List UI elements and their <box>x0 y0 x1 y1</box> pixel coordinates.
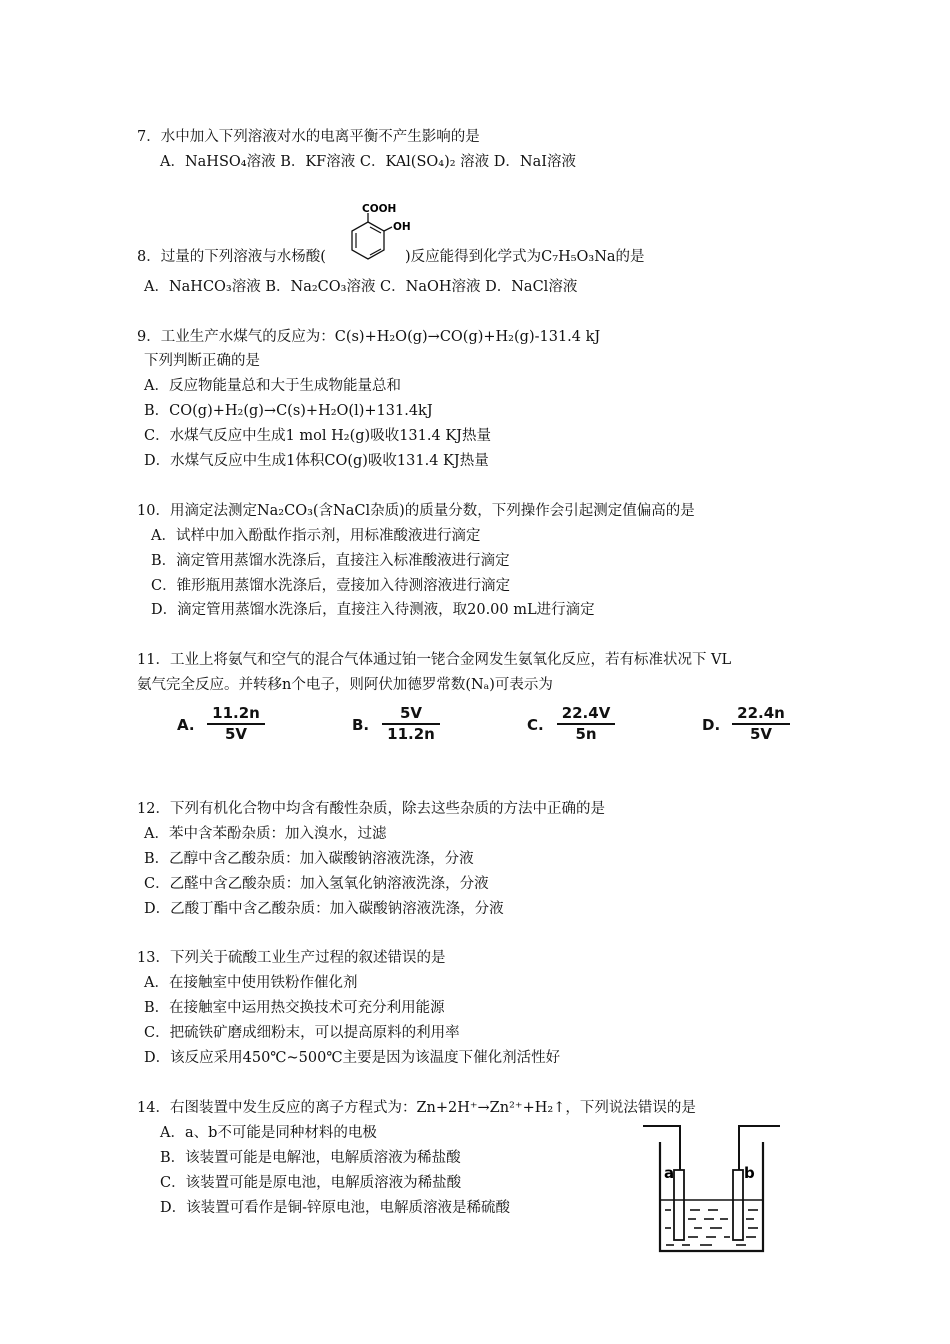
q11-option-c-denominator: 5n <box>575 725 597 743</box>
q9-stem: 9．工业生产水煤气的反应为：C(s)+H₂O(g)→CO(g)+H₂(g)-131.4 kJ <box>137 329 601 345</box>
q11-option-b-numerator: 5V <box>399 704 423 722</box>
q9-sub: 下列判断正确的是 <box>144 353 260 369</box>
q13-option-b: B．在接触室中运用热交换技术可充分利用能源 <box>144 1000 445 1016</box>
q11-option-b-denominator: 11.2n <box>387 725 435 743</box>
q14-option-c: C．该装置可能是原电池，电解质溶液为稀盐酸 <box>160 1175 462 1191</box>
q7-stem: 7．水中加入下列溶液对水的电离平衡不产生影响的是 <box>137 129 480 145</box>
q11-option-d-numerator: 22.4n <box>737 704 785 722</box>
q10-option-c: C．锥形瓶用蒸馏水洗涤后，壹接加入待测溶液进行滴定 <box>151 578 511 594</box>
q13-option-d: D．该反应采用450℃~500℃主要是因为该温度下催化剂活性好 <box>144 1050 561 1066</box>
q11-option-c-label: C. <box>527 716 544 734</box>
q8-stem-b: )反应能得到化学式为C₇H₅O₃Na的是 <box>405 249 645 265</box>
q13-option-c: C．把硫铁矿磨成细粉末，可以提高原料的利用率 <box>144 1025 460 1041</box>
q11-option-d-label: D. <box>702 716 721 734</box>
q12-option-b: B．乙醇中含乙酸杂质：加入碳酸钠溶液洗涤，分液 <box>144 851 474 867</box>
q12-stem: 12．下列有机化合物中均含有酸性杂质，除去这些杂质的方法中正确的是 <box>137 801 605 817</box>
q13-stem: 13．下列关于硫酸工业生产过程的叙述错误的是 <box>137 950 446 966</box>
q12-option-a: A．苯中含苯酚杂质：加入溴水，过滤 <box>144 826 387 842</box>
q13-option-a: A．在接触室中使用铁粉作催化剂 <box>144 975 358 991</box>
q11-stem-2: 氨气完全反应。并转移n个电子，则阿伏加德罗常数(Nₐ)可表示为 <box>137 677 553 693</box>
electrode-apparatus-diagram <box>640 1118 785 1258</box>
q10-option-b: B．滴定管用蒸馏水洗涤后，直接注入标准酸液进行滴定 <box>151 553 510 569</box>
q10-stem: 10．用滴定法测定Na₂CO₃(含NaCl杂质)的质量分数，下列操作会引起测定值偏高的是 <box>137 503 695 519</box>
q11-stem-1: 11．工业上将氨气和空气的混合气体通过铂一铑合金网发生氨氧化反应，若有标准状况下 VL <box>137 652 732 668</box>
q8-stem-a: 8．过量的下列溶液与水杨酸( <box>137 249 326 265</box>
q11-option-c-numerator: 22.4V <box>561 704 611 722</box>
electrode-a-label: a <box>664 1164 675 1182</box>
q9-option-a: A．反应物能量总和大于生成物能量总和 <box>144 378 401 394</box>
q9-option-d: D．水煤气反应中生成1体积CO(g)吸收131.4 KJ热量 <box>144 453 489 469</box>
q11-option-d-denominator: 5V <box>749 725 773 743</box>
q11-option-a-label: A. <box>177 716 195 734</box>
q9-option-b: B．CO(g)+H₂(g)→C(s)+H₂O(l)+131.4kJ <box>144 403 433 419</box>
q10-option-d: D．滴定管用蒸馏水洗涤后，直接注入待测液，取20.00 mL进行滴定 <box>151 602 595 618</box>
cooh-label: COOH <box>362 203 397 215</box>
q14-option-d: D．该装置可看作是铜-锌原电池，电解质溶液是稀硫酸 <box>160 1200 511 1216</box>
q14-option-b: B．该装置可能是电解池，电解质溶液为稀盐酸 <box>160 1150 461 1166</box>
q11-option-a-numerator: 11.2n <box>212 704 260 722</box>
q14-option-a: A．a、b不可能是同种材料的电极 <box>160 1125 377 1141</box>
q8-options: A．NaHCO₃溶液 B．Na₂CO₃溶液 C．NaOH溶液 D．NaCl溶液 <box>144 279 578 295</box>
q11-option-b-label: B. <box>352 716 370 734</box>
q10-option-a: A．试样中加入酚酞作指示剂，用标准酸液进行滴定 <box>151 528 481 544</box>
q9-option-c: C．水煤气反应中生成1 mol H₂(g)吸收131.4 KJ热量 <box>144 428 491 444</box>
q12-option-d: D．乙酸丁酯中含乙酸杂质：加入碳酸钠溶液洗涤，分液 <box>144 901 504 917</box>
q11-option-a-denominator: 5V <box>224 725 248 743</box>
q7-options: A．NaHSO₄溶液 B．KF溶液 C．KAl(SO₄)₂ 溶液 D．NaI溶液 <box>160 154 576 170</box>
q12-option-c: C．乙醛中含乙酸杂质：加入氢氧化钠溶液洗涤，分液 <box>144 876 489 892</box>
q14-stem: 14．右图装置中发生反应的离子方程式为：Zn+2H⁺→Zn²⁺+H₂↑，下列说法错误的是 <box>137 1100 696 1116</box>
oh-label: OH <box>393 221 411 233</box>
electrode-b-label: b <box>744 1164 755 1182</box>
